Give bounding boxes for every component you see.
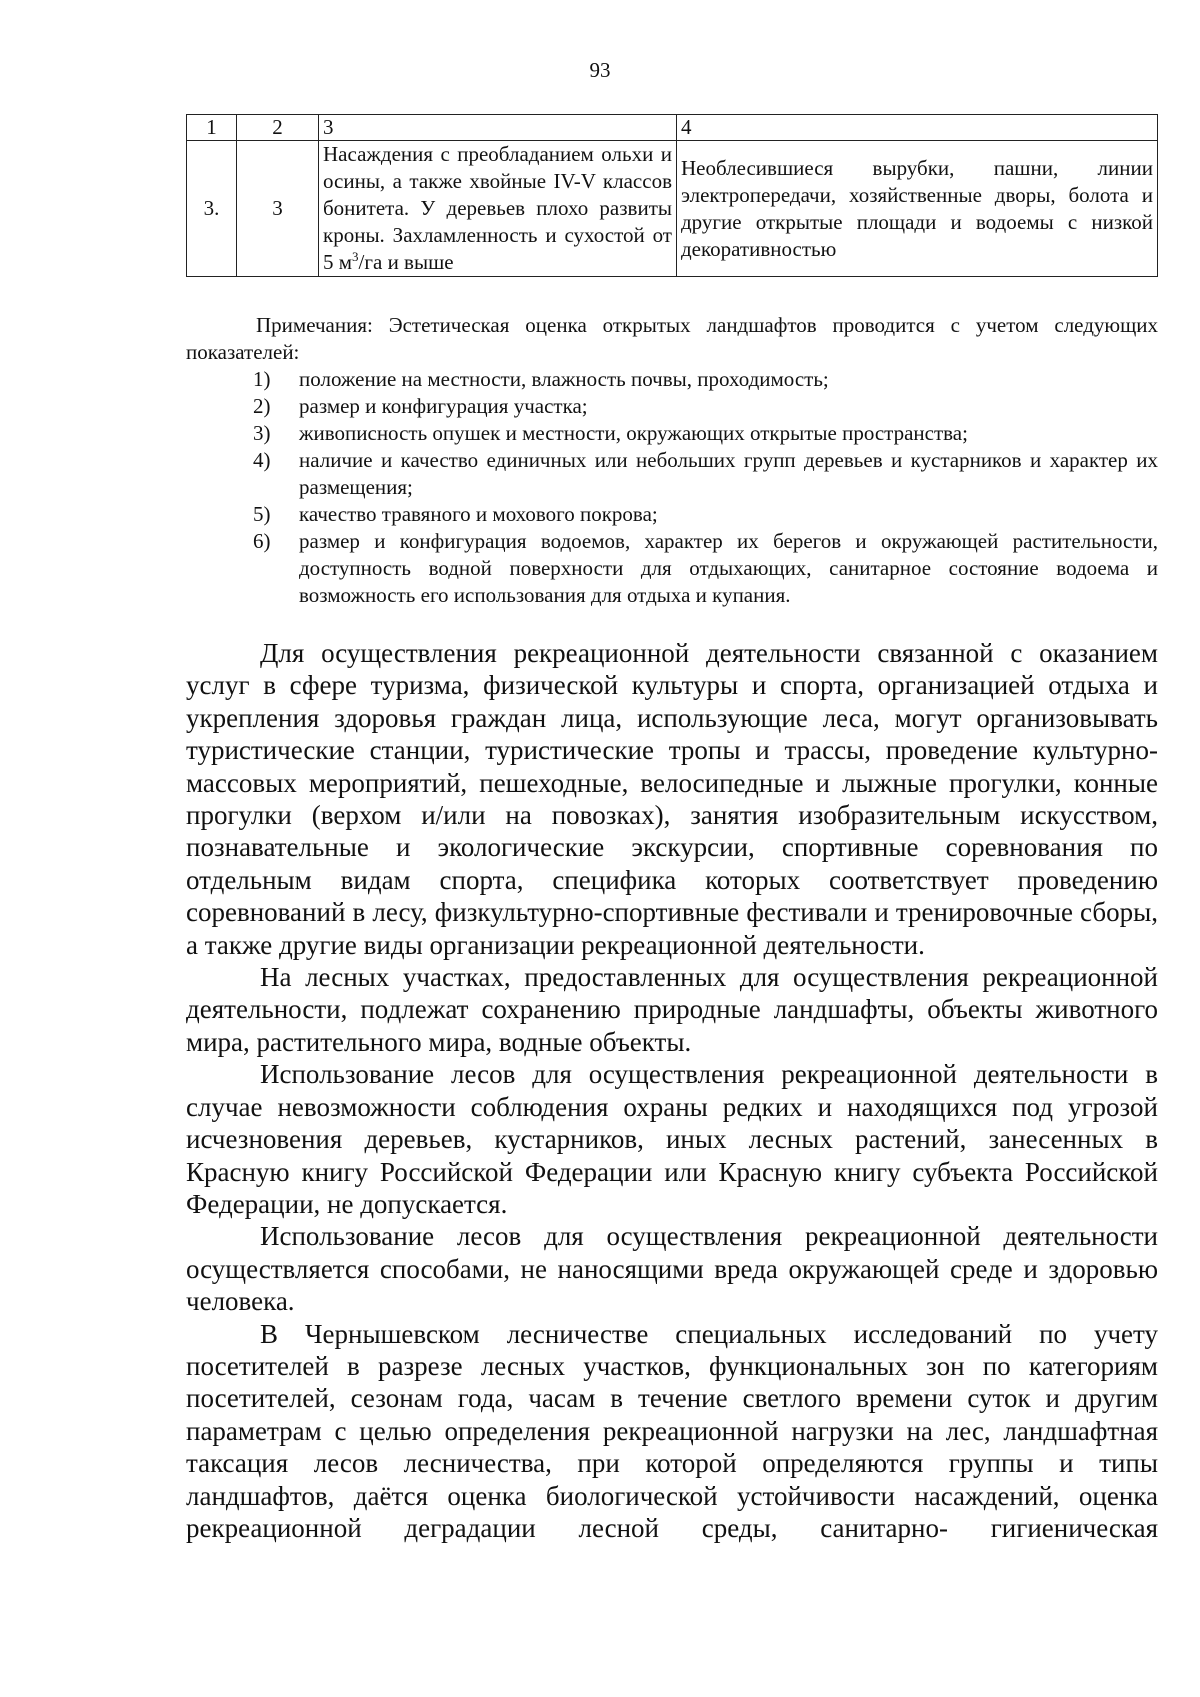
table-row	[187, 141, 1158, 277]
list-item-text: размер и конфигурация участка;	[299, 394, 588, 418]
row-number-cell: 3.	[187, 141, 237, 277]
list-item-number: 5)	[253, 502, 271, 526]
header-cell-1: 1	[187, 115, 237, 141]
paragraph-chernyshevsk-forestry: В Чернышевском лесничестве специальных исследований по учету посетителей в разрезе лесных участков, функциональных зон по категориям посетителей, сезонам года, часам в течение светлого времени суток и другим параметрам с целью определения рекреационной нагрузки на лес, ландшафтная таксация лесов лесничества, при которой определяются группы и типы ландшафтов, даётся оценка биологической устойчивости насаждений, оценка рекреационной деградации лесной среды, санитарно- гигиеническая	[186, 1318, 1158, 1543]
list-item	[186, 501, 1158, 528]
list-item	[186, 447, 1158, 501]
body-text	[186, 637, 1158, 1544]
list-item-text: живописность опушек и местности, окружающих открытые пространства;	[299, 421, 968, 445]
paragraph-recreation-activities: Для осуществления рекреационной деятельности связанной с оказанием услуг в сфере туризма, физической культуры и спорта, организацией отдыха и укрепления здоровья граждан лица, использующие леса, могут организовывать туристические станции, туристические тропы и трассы, проведение культурно-массовых мероприятий, пешеходные, велосипедные и лыжные прогулки, конные прогулки (верхом и/или на повозках), занятия изобразительным искусством, познавательные и экологические экскурсии, спортивные соревнования по отдельным видам спорта, специфика которых соответствует проведению соревнований в лесу, физкультурно-спортивные фестивали и тренировочные сборы, а также другие виды организации рекреационной деятельности.	[186, 638, 1158, 960]
list-item	[186, 528, 1158, 609]
list-item	[186, 420, 1158, 447]
notes-list	[203, 366, 1158, 609]
list-item-text: размер и конфигурация водоемов, характер их берегов и окружающей растительности, доступность водной поверхности для отдыхающих, санитарное состояние водоема и возможность его использования для отдыха и купания.	[299, 529, 1158, 607]
stand-description-text: Насаждения с преобладанием ольхи и осины, а также хвойные IV-V классов бонитета. У деревьев плохо развиты кроны. Захламленность и сухостой от 5 м	[323, 142, 672, 274]
paragraph-red-book: Использование лесов для осуществления рекреационной деятельности в случае невозможности соблюдения охраны редких и находящихся под угрозой исчезновения деревьев, кустарников, иных лесных растений, занесенных в Красную книгу Российской Федерации или Красную книгу субъекта Российской Федерации, не допускается.	[186, 1059, 1158, 1219]
page-number: 93	[589, 58, 611, 82]
score-cell: 3	[237, 141, 319, 277]
list-item-text: качество травяного и мохового покрова;	[299, 502, 658, 526]
stand-description-unit: /га и выше	[358, 250, 454, 274]
list-item	[186, 366, 1158, 393]
paragraph-harmless-methods: Использование лесов для осуществления рекреационной деятельности осуществляется способами, не наносящими вреда окружающей среде и здоровью человека.	[186, 1221, 1158, 1317]
list-item-number: 3)	[253, 421, 271, 445]
stand-description-cell	[319, 141, 677, 277]
list-item-number: 1)	[253, 367, 271, 391]
list-item-text: положение на местности, влажность почвы, проходимость;	[299, 367, 829, 391]
notes-block	[186, 312, 1158, 609]
list-item-number: 2)	[253, 394, 271, 418]
list-item-number: 6)	[253, 529, 271, 553]
list-item-number: 4)	[253, 448, 271, 472]
header-cell-3: 3	[319, 115, 677, 141]
list-item-text: наличие и качество единичных или небольших групп деревьев и кустарников и характер их размещения;	[299, 448, 1158, 499]
list-item	[186, 393, 1158, 420]
paragraph-preservation: На лесных участках, предоставленных для осуществления рекреационной деятельности, подлежат сохранению природные ландшафты, объекты животного мира, растительного мира, водные объекты.	[186, 962, 1158, 1057]
table-header-row	[187, 115, 1158, 141]
cubic-superscript: 3	[352, 249, 359, 264]
notes-intro: Примечания: Эстетическая оценка открытых ландшафтов проводится с учетом следующих показателей:	[186, 313, 1158, 364]
header-cell-4: 4	[677, 115, 1158, 141]
header-cell-2: 2	[237, 115, 319, 141]
landscape-assessment-table	[186, 114, 1158, 277]
open-areas-cell: Необлесившиеся вырубки, пашни, линии электропередачи, хозяйственные дворы, болота и другие открытые площади и водоемы с низкой декоративностью	[677, 141, 1158, 277]
